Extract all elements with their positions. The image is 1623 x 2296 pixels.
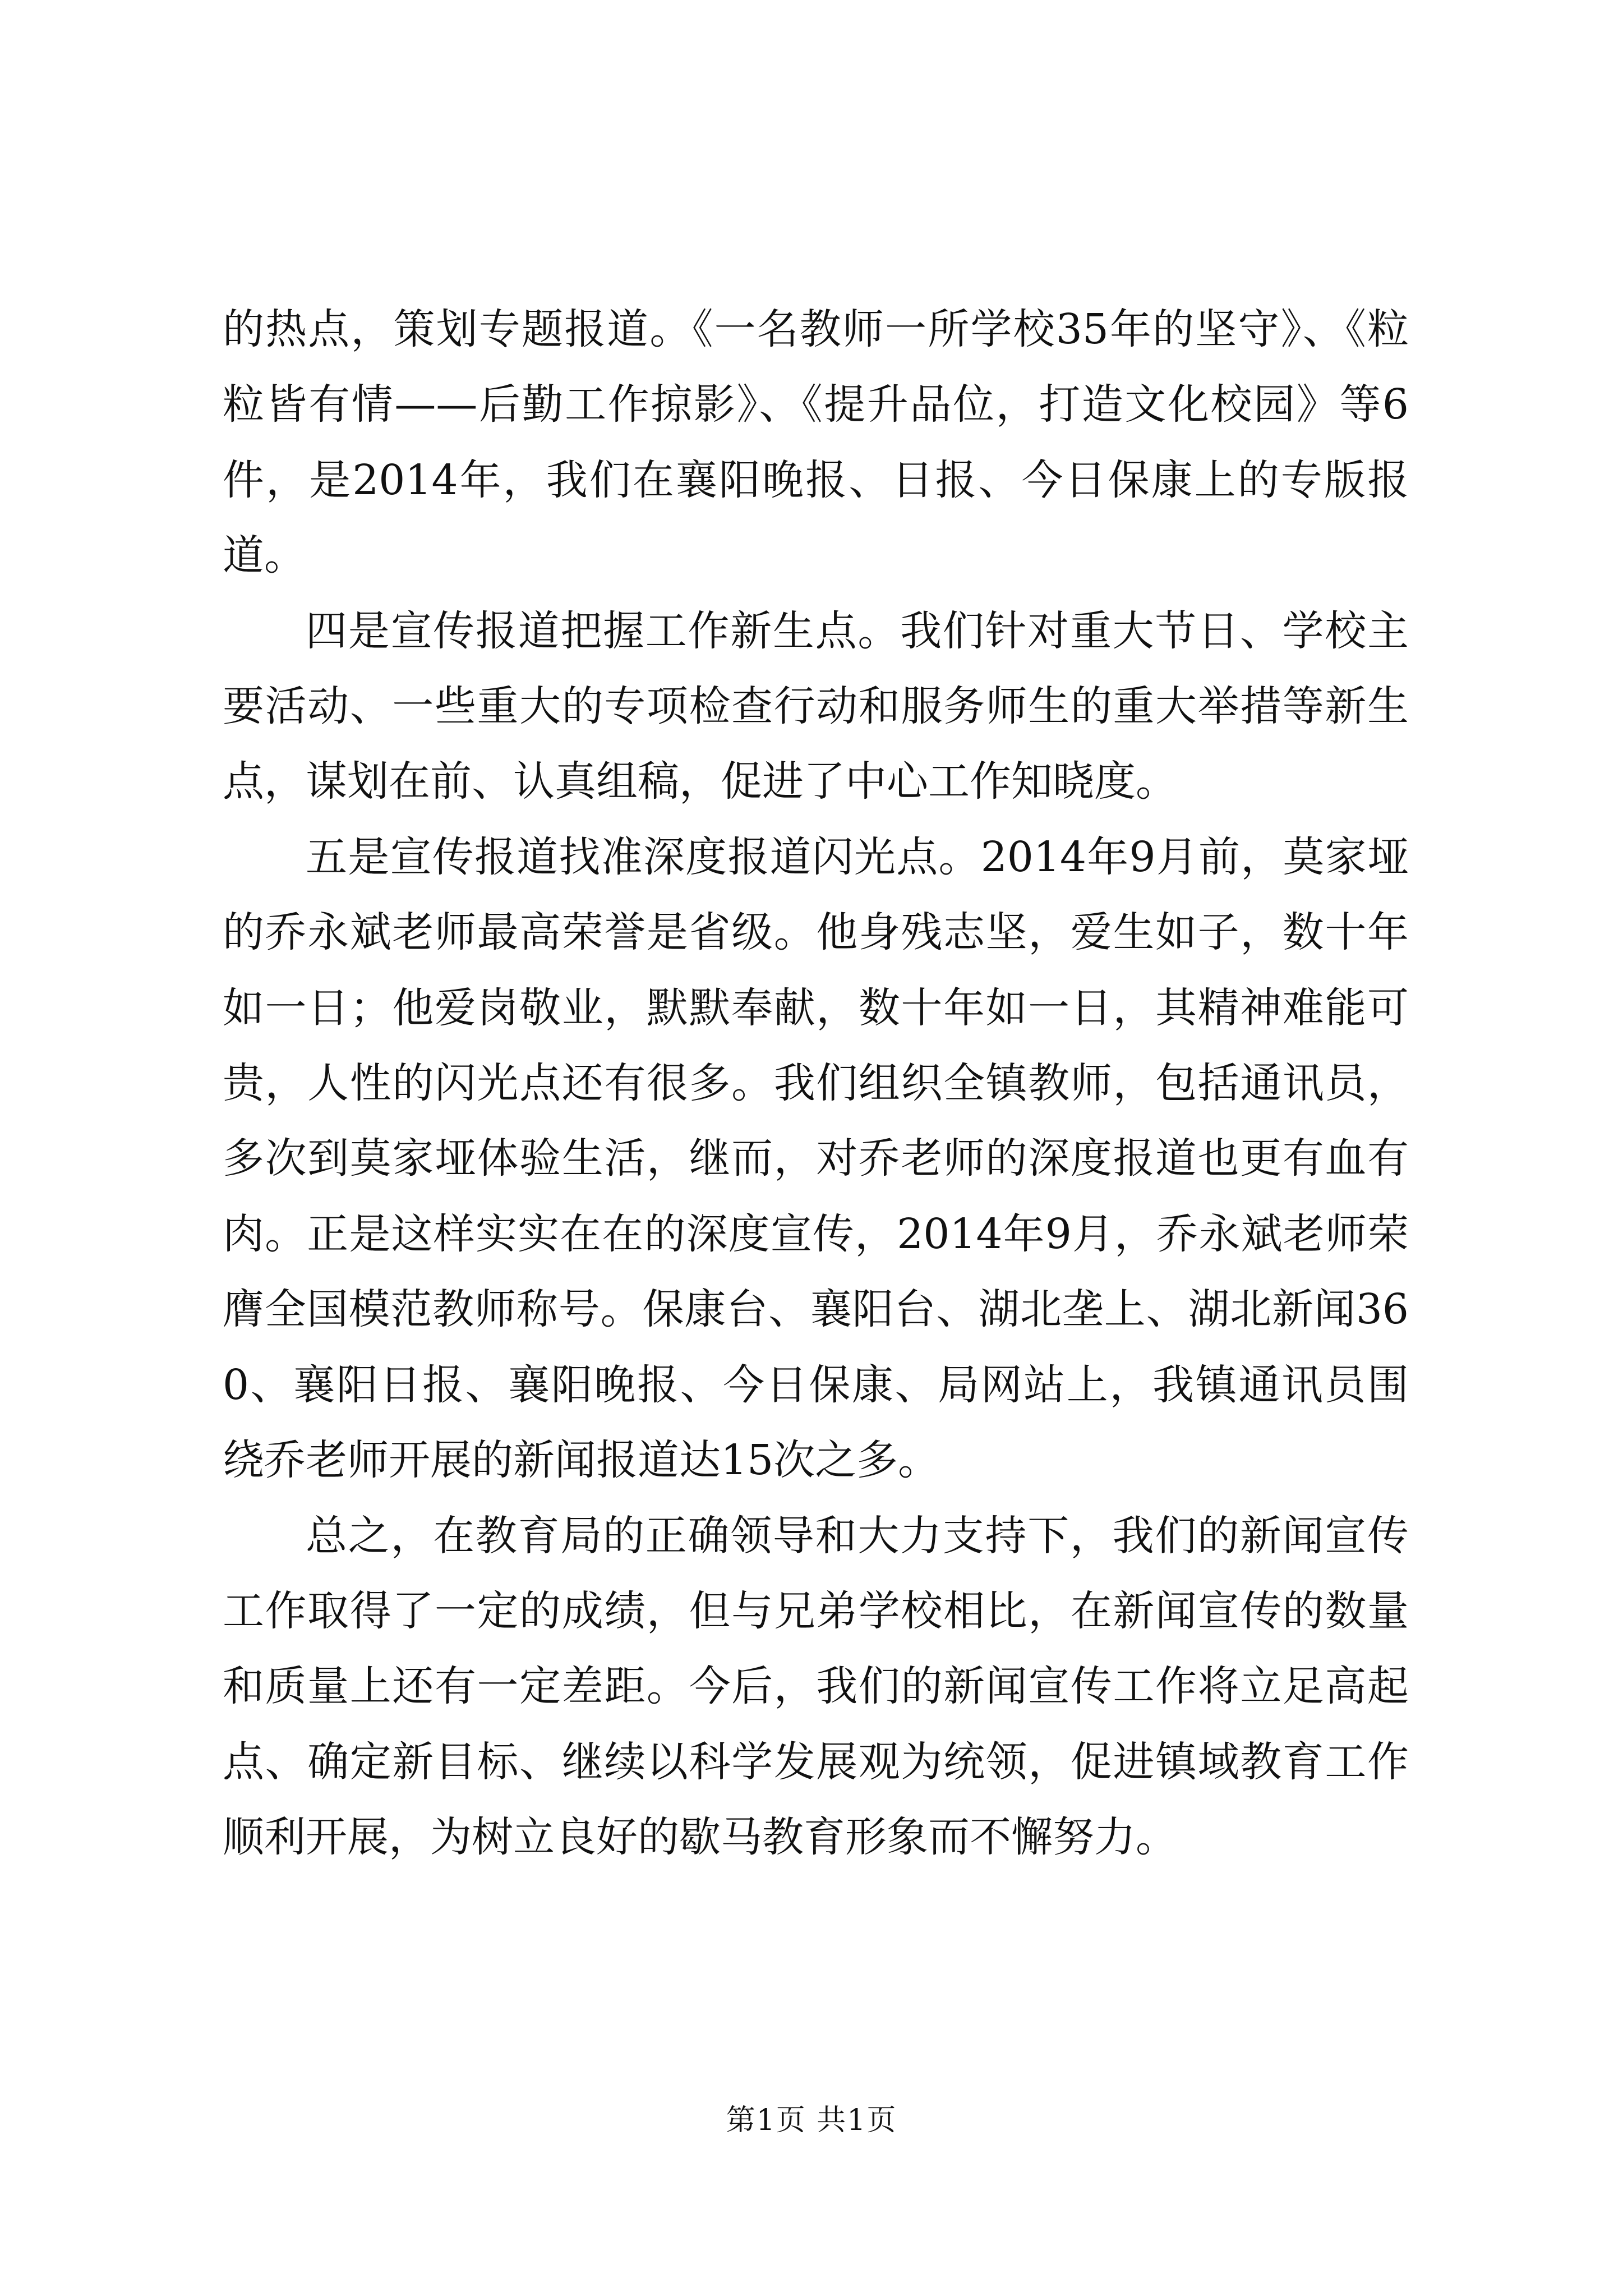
paragraph-new-growth-points: 四是宣传报道把握工作新生点。我们针对重大节日、学校主要活动、一些重大的专项检查行动和服务师生的重大举措等新生点，谋划在前、认真组稿，促进了中心工作知晓度。 [223, 606, 1409, 806]
document-body [223, 292, 1409, 1875]
paragraph-continued-hot-topics: 的热点，策划专题报道。《一名教师一所学校35年的坚守》、《粒粒皆有情——后勤工作掠影》、《提升品位，打造文化校园》等6件，是2014年，我们在襄阳晚报、日报、今日保康上的专版报道。 [223, 305, 1409, 580]
paragraph-conclusion: 总之，在教育局的正确领导和大力支持下，我们的新闻宣传工作取得了一定的成绩，但与兄弟学校相比，在新闻宣传的数量和质量上还有一定差距。今后，我们的新闻宣传工作将立足高起点、确定新目标、继续以科学发展观为统领，促进镇域教育工作顺利开展，为树立良好的歇马教育形象而不懈努力。 [223, 1511, 1409, 1862]
page-footer: 第1页 共1页 [726, 2104, 897, 2137]
paragraph-in-depth-highlights: 五是宣传报道找准深度报道闪光点。2014年9月前，莫家垭的乔永斌老师最高荣誉是省级。他身残志坚，爱生如子，数十年如一日；他爱岗敬业，默默奉献，数十年如一日，其精神难能可贵，人性的闪光点还有很多。我们组织全镇教师，包括通讯员，多次到莫家垭体验生活，继而，对乔老师的深度报道也更有血有肉。正是这样实实在在的深度宣传，2014年9月，乔永斌老师荣膺全国模范教师称号。保康台、襄阳台、湖北垄上、湖北新闻360、襄阳日报、襄阳晚报、今日保康、局网站上，我镇通讯员围绕乔老师开展的新闻报道达15次之多。 [223, 832, 1409, 1485]
